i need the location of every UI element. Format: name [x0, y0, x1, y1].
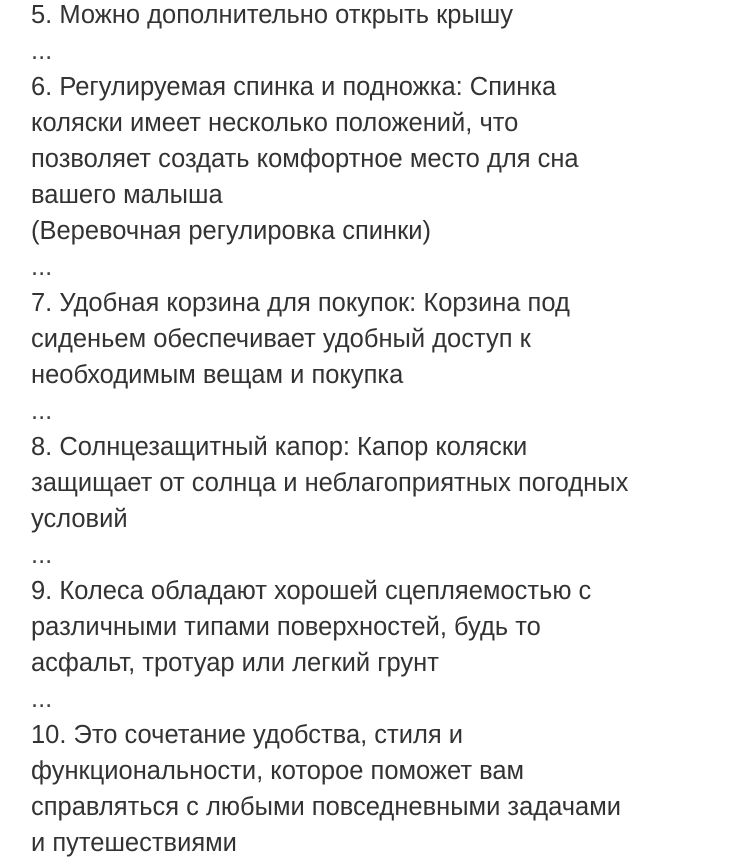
message-text — [31, 0, 736, 861]
text-line: 5. Можно дополнительно открыть крышу — [31, 1, 514, 29]
ellipsis-separator: ... — [31, 253, 53, 281]
text-line: защищает от солнца и неблагоприятных погодных — [31, 469, 629, 497]
text-line: 8. Солнцезащитный капор: Капор коляски — [31, 433, 528, 461]
text-line: и путешествиями — [31, 829, 237, 857]
text-line: 6. Регулируемая спинка и подножка: Спинка — [31, 73, 557, 101]
text-line: функциональности, которое поможет вам — [31, 757, 525, 785]
ellipsis-separator: ... — [31, 37, 53, 65]
text-line: асфальт, тротуар или легкий грунт — [31, 649, 439, 677]
text-line: коляски имеет несколько положений, что — [31, 109, 519, 137]
text-line: справляться с любыми повседневными задачами — [31, 793, 622, 821]
text-line: позволяет создать комфортное место для сна — [31, 145, 579, 173]
text-line: (Веревочная регулировка спинки) — [31, 217, 432, 245]
text-line: сиденьем обеспечивает удобный доступ к — [31, 325, 531, 353]
text-line: необходимым вещам и покупка — [31, 361, 404, 389]
text-line: условий — [31, 505, 128, 533]
text-line: 10. Это сочетание удобства, стиля и — [31, 721, 463, 749]
text-line: различными типами поверхностей, будь то — [31, 613, 541, 641]
text-line: 9. Колеса обладают хорошей сцепляемостью с — [31, 577, 592, 605]
text-line: 7. Удобная корзина для покупок: Корзина под — [31, 289, 570, 317]
ellipsis-separator: ... — [31, 541, 53, 569]
text-line: вашего малыша — [31, 181, 223, 209]
ellipsis-separator: ... — [31, 685, 53, 713]
ellipsis-separator: ... — [31, 397, 53, 425]
